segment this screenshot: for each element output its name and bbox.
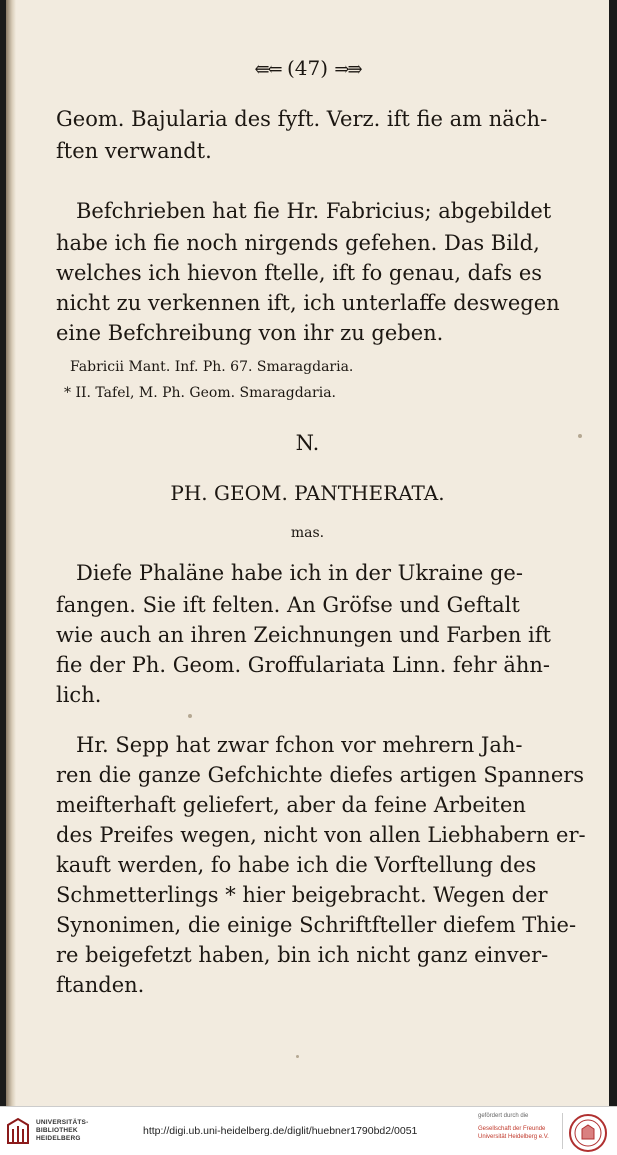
digitization-footer bbox=[0, 1106, 617, 1155]
text-line: meifterhaft geliefert, aber da feine Arbeiten bbox=[56, 793, 526, 817]
left-ornament-arrow-icon: ⇚⇐ bbox=[254, 59, 281, 80]
paper-spot bbox=[188, 714, 192, 718]
text-line: lich. bbox=[56, 683, 102, 707]
right-ornament-arrow-icon: ⇒⇛ bbox=[334, 59, 361, 80]
footer-divider bbox=[562, 1113, 563, 1149]
reference-line: * II. Tafel, M. Ph. Geom. Smaragdaria. bbox=[64, 385, 336, 401]
text-line: Hr. Sepp hat zwar fchon vor mehrern Jah- bbox=[76, 733, 523, 757]
sponsor-name: Gesellschaft der Freunde Universität Heidelberg e.V. bbox=[478, 1126, 549, 1140]
paper-spot bbox=[296, 1055, 299, 1058]
text-line: habe ich fie noch nirgends gefehen. Das Bild, bbox=[56, 231, 540, 255]
page-header bbox=[6, 56, 609, 80]
source-url-link[interactable]: http://digi.ub.uni-heidelberg.de/diglit/huebner1790bd2/0051 bbox=[143, 1125, 418, 1137]
text-line: Befchrieben hat fie Hr. Fabricius; abgebildet bbox=[76, 199, 552, 223]
text-line: ften verwandt. bbox=[56, 139, 212, 163]
text-line: wie auch an ihren Zeichnungen und Farben ift bbox=[56, 623, 551, 647]
text-line: nicht zu verkennen ift, ich unterlaffe deswegen bbox=[56, 291, 560, 315]
university-library-logo-icon bbox=[6, 1117, 30, 1145]
text-line: Geom. Bajularia des fyft. Verz. ift fie am näch- bbox=[56, 107, 548, 131]
text-line: ren die ganze Gefchichte diefes artigen Spanners bbox=[56, 763, 585, 787]
university-seal-icon bbox=[568, 1113, 608, 1153]
text-line: eine Befchreibung von ihr zu geben. bbox=[56, 321, 444, 345]
text-line: ftanden. bbox=[56, 973, 145, 997]
sex-label: mas. bbox=[290, 525, 325, 541]
text-line: Schmetterlings * hier beigebracht. Wegen der bbox=[56, 883, 548, 907]
text-line: re beigefetzt haben, bin ich nicht ganz einver- bbox=[56, 943, 549, 967]
page-spine-shadow bbox=[6, 0, 16, 1106]
species-title: PH. GEOM. PANTHERATA. bbox=[170, 481, 445, 505]
text-line: Diefe Phaläne habe ich in der Ukraine ge- bbox=[76, 561, 523, 585]
reference-line: Fabricii Mant. Inf. Ph. 67. Smaragdaria. bbox=[70, 359, 354, 375]
paper-spot bbox=[578, 434, 582, 438]
section-letter: N. bbox=[295, 431, 320, 455]
text-line: welches ich hievon ftelle, ift fo genau, dafs es bbox=[56, 261, 543, 285]
text-line: des Preifes wegen, nicht von allen Liebhabern er- bbox=[56, 823, 586, 847]
sponsor-label: gefördert durch die bbox=[478, 1113, 529, 1119]
text-line: fangen. Sie ift felten. An Gröfse und Geftalt bbox=[56, 593, 520, 617]
page-number: (47) bbox=[286, 56, 329, 80]
text-line: fie der Ph. Geom. Groffulariata Linn. fehr ähn- bbox=[56, 653, 551, 677]
book-page bbox=[6, 0, 609, 1106]
text-line: Synonimen, die einige Schriftfteller diefem Thie- bbox=[56, 913, 577, 937]
library-name: UNIVERSITÄTS- BIBLIOTHEK HEIDELBERG bbox=[36, 1119, 89, 1142]
text-line: kauft werden, fo habe ich die Vorftellung des bbox=[56, 853, 537, 877]
